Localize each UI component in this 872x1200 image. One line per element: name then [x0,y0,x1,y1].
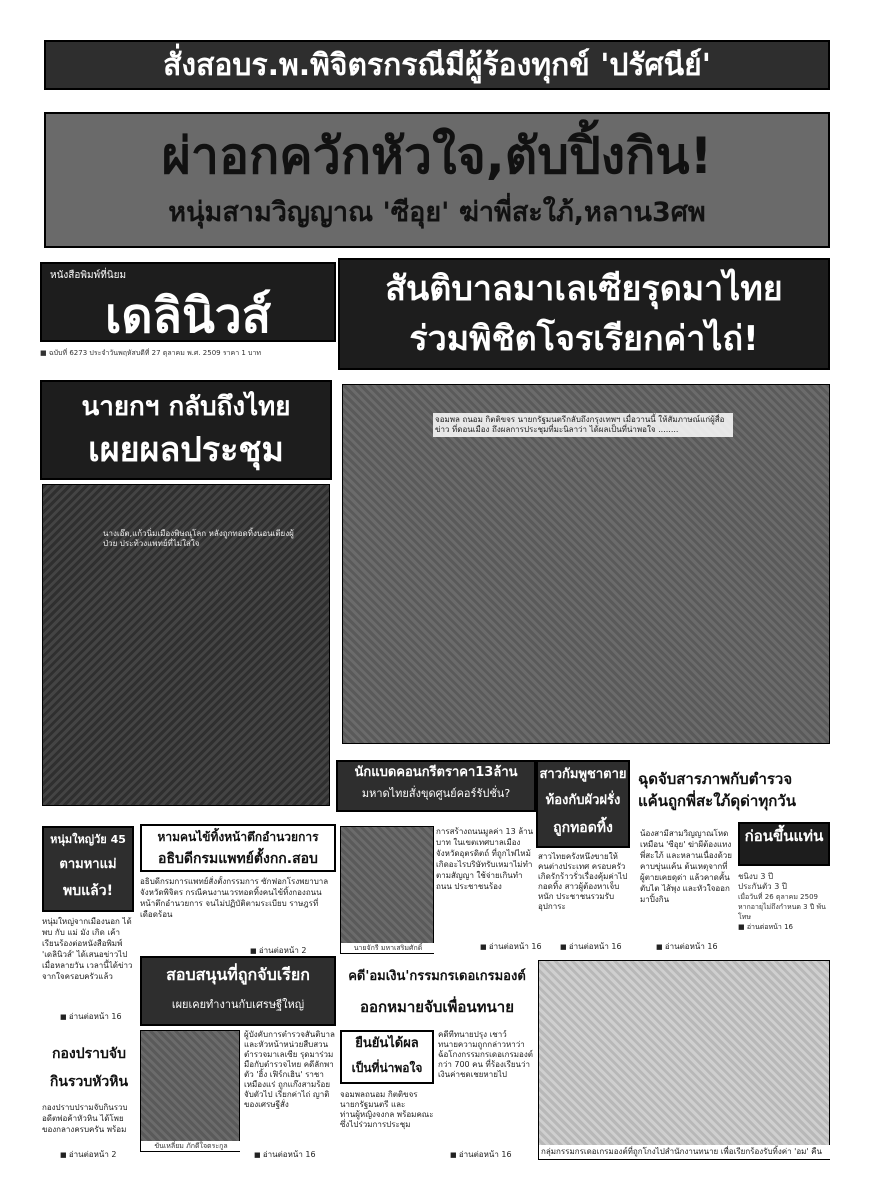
ad-box-date: เมื่อวันที่ 26 ตุลาคม 2509 [738,893,819,901]
police-story-line1: กองปราบจับ [52,1046,126,1062]
portrait-2-caption: ขันเหลี่ยม ภักดีใจตระกูล [141,1141,241,1151]
young-man-line3: พบแล้ว! [63,883,113,899]
economy-story-line2: เผยเคยทำงานกับเศรษฐีใหญ่ [171,998,305,1011]
left-story-line1: นายกฯ กลับถึงไทย [81,392,291,422]
police-story-line2: กินรวบหัวหิน [49,1074,129,1090]
girl-story-continued: ■ อ่านต่อหน้า 16 [560,940,622,953]
girl-story-header [536,760,630,848]
wife-story-continued: ■ อ่านต่อหน้า 16 [656,940,718,953]
economy-story-header [140,956,336,1026]
top-strip-headline: สั่งสอบร.พ.พิจิตรกรณีมีผู้ร้องทุกข์ 'ปรัศนีย์' [44,40,830,90]
masthead-name: เดลินิวส์ [104,288,272,344]
portrait-1 [340,826,434,954]
bank-story-body: คดีที่ทนายปรุง เชาว์ ทนายความถูกกล่าวหาว่าฉ้อโกงกรรมกรเดอเกรมองต์ กว่า 700 คน ที่ร้องเรียนว่าเงินค่าชดเชยหายไป [438,1030,533,1079]
girl-story-body: สาวไทยครั้งหนึ่งขายให้คนต่างประเทศ ครอบครัวเกิดรักร้าวรั่วเรื่องคุ้มค่าไปกอดทิ้ง สาวผู้ต้องหาเจ็บหนัก ประชาชนรวมรับอุปการะ [538,852,628,911]
economy-story-line1: สอบสนุนที่ถูกจับเรียก [166,965,310,984]
ad-box-item-1: ชนิงบ 3 ปี [738,872,774,881]
economy-story-continued: ■ อ่านต่อหน้า 16 [254,1148,316,1161]
main-headline: ผ่าอกควักหัวใจ,ตับปิ้งกิน! [161,127,713,185]
girl-story-line3: ถูกทอดทิ้ง [553,820,613,836]
masthead-logo-box [40,262,336,342]
strip-story-body: การสร้างถนนมูลค่า 13 ล้านบาท ในเขตเทศบาลเมือง จังหวัดอุตรดิตถ์ ที่ถูกไฟไหม้ เกิดอะไรบริษัทรับเหมาไม่ทำตามสัญญา ใช้จ่ายเกินทำถนน ประชาชนร้อง [436,827,534,891]
left-story-banner [40,380,332,480]
hospital-photo [42,484,330,806]
strip-story-line2: มหาดไทยสั่งขุดศูนย์คอร์รัปชั่น? [361,787,511,800]
ad-box [738,822,830,942]
strip-story-line1: นักแบดคอนกรีตราคา13ล้าน [354,765,518,780]
doctor-story-header [140,824,336,872]
main-headline-block [44,112,830,248]
wife-story-line1: ฉุดจับสารภาพกับตำรวจ [638,770,793,788]
bank-story-sub-box [340,1030,434,1084]
bank-story-sub2: เป็นที่น่าพอใจ [351,1061,423,1075]
masthead-tagline: หนังสือพิมพ์ที่นิยม [50,270,127,281]
main-photo-caption: จอมพล ถนอม กิตติขจร นายกรัฐมนตรีกลับถึงกรุงเทพฯ เมื่อวานนี้ ให้สัมภาษณ์แก่ผู้สื่อข่าว ที่ดอนเมือง ถึงผลการประชุมที่มะนิลาว่า ได้ผลเป็นที่น่าพอใจ ........ [433,413,733,437]
police-story-header [42,1040,136,1100]
economy-story-body: ผู้บังคับการตำรวจสันติบาล และหัวหน้าหน่วยสืบสวนตำรวจมาเลเซีย รุดมาร่วมมือกับตำรวจไทย คดีลักพาตัว 'ฮิ้ง เฟิร์กเฮิน' ราชาเหมืองแร่ ถูกแก๊งสามร้อยจับตัวไป เรียกค่าไถ่ ญาติของเศรษฐีสั่ง [244,1030,335,1109]
doctor-story-line1: หามคนไข้ทิ้งหน้าตึกอำนวยการ [157,830,319,844]
girl-story-line1: สาวกัมพูชาตาย [539,767,627,782]
wife-story-header [638,768,830,812]
bank-story-header [340,962,534,1026]
doctor-story-line2: อธิบดีกรมแพทย์ตั้งกก.สอบ [158,851,318,867]
wife-story-body: น้องสามีสามวิญญาณโหดเหมือน 'ซีอุย' ฆ่าผีต้องแทงพี่สะใภ้ และหลานเนื่องด้วยคาบขุ่นแค้น ต้นเหตุจากที่ผู้ตายเคยดุด่า แล้วคาดคั้นตับไต ไส้พุง และหัวใจออกมาปิ้งกิน [640,829,732,904]
second-headline-block [338,258,830,370]
portrait-2 [140,1030,240,1152]
bottom-photo [538,960,830,1160]
bank-story-sub: ยืนยันได้ผล [355,1036,419,1051]
bank-story-continued: ■ อ่านต่อหน้า 16 [450,1148,512,1161]
bank-story-line1: คดี'อมเงิน'กรรมกรเดอเกรมองต์ [348,969,526,984]
left-story-line2: เผยผลประชุม [88,430,284,470]
ad-box-continued: ■ อ่านต่อหน้า 16 [738,922,830,933]
doctor-story-body: อธิบดีกรมการแพทย์สั่งตั้งกรรมการ ซักฟอกโรงพยาบาลจังหวัดพิจิตร กรณีคนงานเวรทอดทิ้งคนไข้ทิ้งกองถนนหน้าตึกอำนวยการ จนไม่ปฏิบัติตามระเบียบ ราษฎรที่เดือดร้อน [140,877,329,919]
young-man-continued: ■ อ่านต่อหน้า 16 [60,1010,122,1023]
police-story-body: กองปราบปรามจับกินรวบอดีตพ่อค้าหัวหิน ได้โพยของกลางครบครัน พร้อม [42,1103,128,1134]
portrait-1-caption: นายจักรี มหาเสริมศักดิ์ [341,943,435,953]
second-headline: สันติบาลมาเลเซียรุดมาไทย [385,269,783,309]
ad-box-item-2: ประกันตัว 3 ปี [738,882,787,891]
strip-story-continued: ■ อ่านต่อหน้า 16 [480,940,542,953]
young-man-line2: ตามหาแม่ [59,857,117,872]
bank-story-body-2: จอมพลถนอม กิตติขจร นายกรัฐมนตรี และท่านผู้หญิงจงกล พร้อมคณะ ซึ่งไปร่วมการประชุม [340,1090,434,1129]
bank-story-line2: ออกหมายจับเพื่อนทนาย [359,998,515,1016]
second-subheadline: ร่วมพิชิตโจรเรียกค่าไถ่! [409,319,759,359]
young-man-body: หนุ่มใหญ่จากเมืองนอก ได้พบ กับ แม่ มัง เกิด เค้าเรียนร้องต่อหนังสือพิมพ์ 'เดลินิวส์' ได้เสนอข่าวไปเมื่อหลายวัน เวลานี้ได้ข่าวจากใจครอบครัวแล้ว [42,917,133,981]
issue-line: ■ ฉบับที่ 6273 ประจำวันพฤหัสบดีที่ 27 ตุลาคม พ.ศ. 2509 ราคา 1 บาท [40,349,262,357]
main-photo [342,384,830,744]
wife-story-line2: แค้นถูกพี่สะใภ้ดุด่าทุกวัน [638,792,796,810]
police-story-continued: ■ อ่านต่อหน้า 2 [60,1148,116,1161]
hospital-photo-caption: นางเอ๊ต,แก้วนิ่มเมืองพิษณุโลก หลังถูกทอดทิ้งนอนเตียงผู้ป่วย ประท้วงแพทย์ที่ไม่ใส่ใจ [103,529,294,548]
main-subheadline: หนุ่มสามวิญญาณ 'ซีอุย' ฆ่าพี่สะใภ้,หลาน3ศพ [168,197,706,228]
bottom-photo-caption: กลุ่มกรรมกรเดอเกรมองต์ที่ถูกโกงไปสำนักงานทนาย เพื่อเรียกร้องรับทิ้งค่า 'อม' คืน [539,1145,831,1159]
girl-story-line2: ท้องกับผัวฝรั่ง [545,793,621,808]
doctor-story-continued: ■ อ่านต่อหน้า 2 [250,944,306,957]
strip-story-header [336,760,536,812]
masthead [40,262,338,368]
young-man-header [42,826,134,912]
ad-box-title: ก่อนขึ้นแท่น [738,822,830,866]
ad-box-footer: หากอายุไม่ถึงกำหนด 3 ปี พ้นโทษ [738,903,826,921]
young-man-line1: หนุ่มใหญ่วัย 45 [50,833,126,846]
